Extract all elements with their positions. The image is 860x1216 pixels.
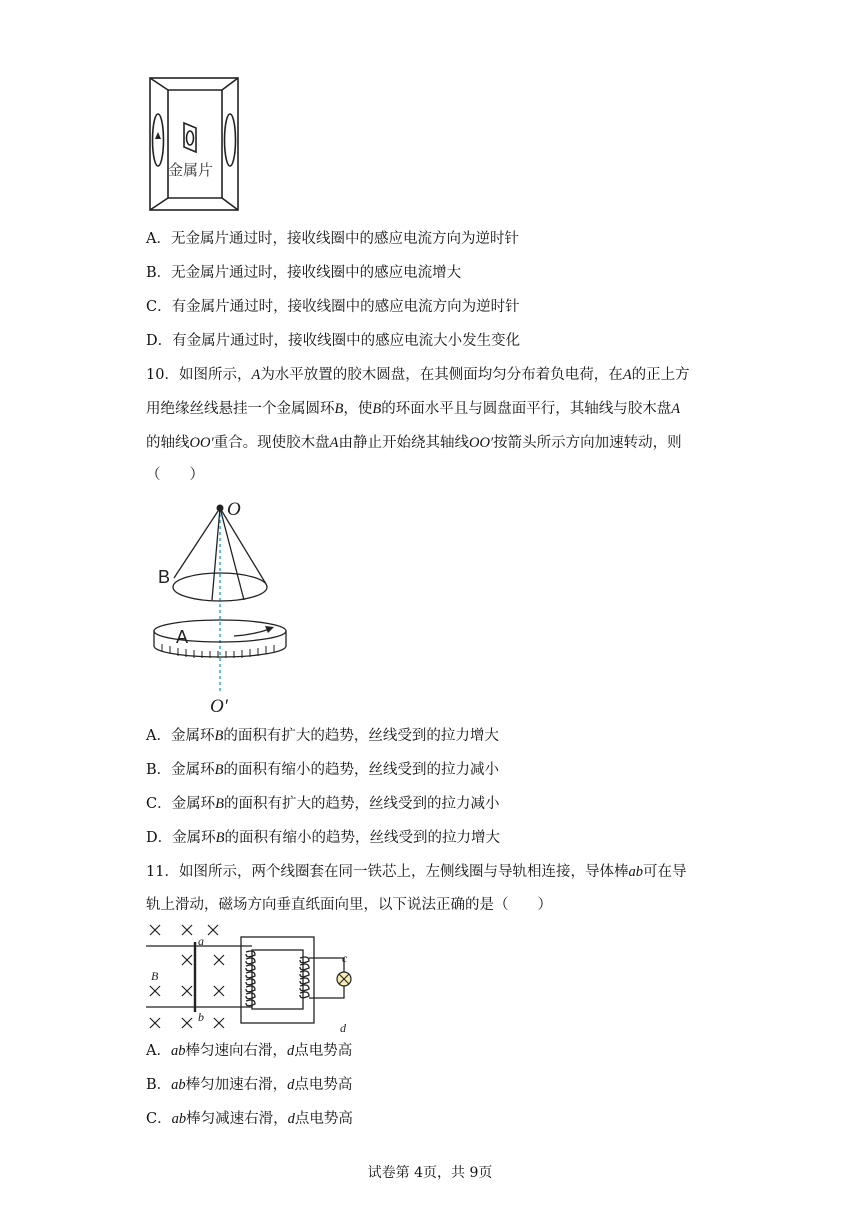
q10-option-a: A．金属环B的面积有扩大的趋势，丝线受到的拉力增大 — [146, 728, 499, 744]
metal-sheet-label: 金属片 — [168, 162, 214, 179]
q9-option-c: C．有金属片通过时，接收线圈中的感应电流方向为逆时针 — [146, 299, 520, 315]
rod-end-a-label: a — [198, 934, 204, 948]
q10-option-d: D．金属环B的面积有缩小的趋势，丝线受到的拉力增大 — [146, 830, 500, 846]
point-c-label: c — [342, 951, 348, 965]
q11-option-b: B．ab棒匀加速右滑，d点电势高 — [146, 1077, 353, 1093]
figure-ring-disc — [148, 496, 300, 716]
point-d-label: d — [340, 1021, 346, 1035]
ring-b-label: B — [158, 567, 171, 587]
q10-stem-line1: 10．如图所示，A为水平放置的胶木圆盘，在其侧面均匀分布着负电荷，在A的正上方 — [146, 367, 690, 383]
q11-stem-line2: 轨上滑动，磁场方向垂直纸面向里，以下说法正确的是（ ） — [146, 897, 552, 913]
q11-option-a: A．ab棒匀速向右滑，d点电势高 — [146, 1043, 353, 1059]
q10-answer-bracket: （ ） — [146, 467, 204, 483]
q11-option-c: C．ab棒匀减速右滑，d点电势高 — [146, 1111, 353, 1127]
q10-stem-line2: 用绝缘丝线悬挂一个金属圆环B，使B的环面水平且与圆盘面平行，其轴线与胶木盘A — [146, 401, 681, 417]
q9-option-a: A．无金属片通过时，接收线圈中的感应电流方向为逆时针 — [146, 231, 519, 247]
rod-end-b-label: b — [198, 1010, 204, 1024]
q11-stem-line1: 11．如图所示，两个线圈套在同一铁芯上，左侧线圈与导轨相连接，导体棒ab可在导 — [146, 864, 687, 880]
q10-option-b: B．金属环B的面积有缩小的趋势，丝线受到的拉力减小 — [146, 762, 500, 778]
disc-a-label: A — [176, 627, 189, 647]
field-b-label: B — [151, 969, 159, 983]
q10-option-c: C．金属环B的面积有扩大的趋势，丝线受到的拉力减小 — [146, 796, 500, 812]
point-o-label: O — [227, 499, 241, 520]
q9-option-b: B．无金属片通过时，接收线圈中的感应电流增大 — [146, 265, 462, 281]
figure-transformer-circuit — [146, 920, 366, 1038]
q10-stem-line3: 的轴线OO′重合。现使胶木盘A由静止开始绕其轴线OO′按箭头所示方向加速转动，则 — [146, 435, 682, 451]
q9-option-d: D．有金属片通过时，接收线圈中的感应电流大小发生变化 — [146, 333, 521, 349]
page-footer: 试卷第 4页，共 9页 — [367, 1165, 493, 1181]
figure-metal-detector — [148, 76, 244, 214]
point-o-prime-label: O′ — [210, 696, 228, 716]
